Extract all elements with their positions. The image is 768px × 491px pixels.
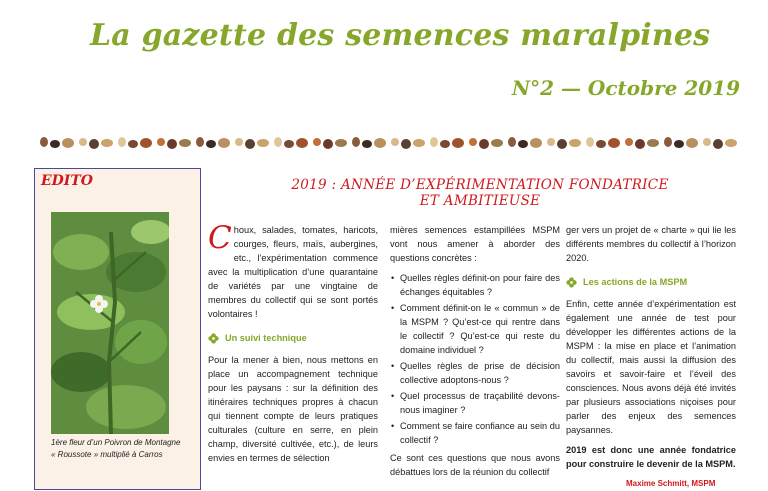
author-signature: Maxime Schmitt, MSPM	[626, 479, 716, 488]
questions-outro: Ce sont ces questions que nous avons débattues lors de la réunion du collectif	[390, 453, 560, 477]
seed-shape	[313, 138, 321, 146]
article-column-3	[566, 223, 736, 491]
flower-icon	[208, 333, 219, 344]
edito-title: EDITO	[41, 173, 93, 189]
actions-paragraph: Enfin, cette année d’expérimentation est également une année de test pour développer les différentes actions de la MSPM : la mise en place et l’animation du collectif, mais aussi la diffusion des savoirs et savoir-faire et l’éveil des consciences. Nous avons déjà été invités par plusieurs associations niçoises pour parler des enjeux des semences paysannes.	[566, 299, 736, 435]
flower-icon	[566, 277, 577, 288]
seed-border-decoration	[40, 135, 740, 151]
seed-shape	[686, 138, 698, 148]
seed-shape	[430, 137, 438, 147]
list-item: • Quel processus de traçabilité devons-nous imaginer ?	[400, 389, 560, 417]
seed-shape	[452, 138, 464, 148]
seed-shape	[323, 139, 333, 149]
seed-shape	[196, 137, 204, 147]
seed-shape	[40, 137, 48, 147]
seed-shape	[179, 139, 191, 147]
seed-shape	[218, 138, 230, 148]
seed-shape	[101, 139, 113, 147]
seed-shape	[352, 137, 360, 147]
subheading-technical-label: Un suivi technique	[225, 333, 307, 343]
intro-text: houx, salades, tomates, haricots, courges, fleurs, maïs, aubergines, etc., l’expérimentation commence avec la multiplication d’une quarantaine de variétés par une vingtaine de membres du collectif qui se sont portés volontaires !	[208, 225, 378, 319]
seed-shape	[62, 138, 74, 148]
seed-shape	[508, 137, 516, 147]
edito-box	[34, 168, 201, 490]
subheading-actions	[566, 275, 736, 289]
seed-shape	[401, 139, 411, 149]
seed-shape	[206, 140, 216, 148]
seed-shape	[518, 140, 528, 148]
article-title	[205, 177, 755, 209]
conclusion-paragraph: 2019 est donc une année fondatrice pour construire le devenir de la MSPM.	[566, 445, 736, 469]
intro-paragraph	[208, 220, 378, 321]
seed-shape	[157, 138, 165, 146]
seed-shape	[635, 139, 645, 149]
article-title-line1: 2019 : ANNÉE D’EXPÉRIMENTATION FONDATRICE	[291, 177, 669, 193]
subheading-actions-label: Les actions de la MSPM	[583, 277, 688, 287]
seed-shape	[391, 138, 399, 146]
subheading-technical	[208, 331, 378, 345]
seed-shape	[469, 138, 477, 146]
seed-shape	[362, 140, 372, 148]
list-item: • Comment se faire confiance au sein du collectif ?	[400, 419, 560, 447]
seed-shape	[647, 139, 659, 147]
seed-shape	[245, 139, 255, 149]
seed-shape	[284, 140, 294, 148]
seed-shape	[235, 138, 243, 146]
seed-shape	[479, 139, 489, 149]
seed-shape	[50, 140, 60, 148]
seed-shape	[79, 138, 87, 146]
seed-shape	[374, 138, 386, 148]
seed-shape	[413, 139, 425, 147]
pepper-plant-photo	[51, 212, 169, 434]
masthead	[0, 0, 768, 130]
seed-shape	[608, 138, 620, 148]
seed-shape	[586, 137, 594, 147]
seed-shape	[89, 139, 99, 149]
seed-shape	[703, 138, 711, 146]
seed-shape	[296, 138, 308, 148]
seed-shape	[713, 139, 723, 149]
gazette-title: La gazette des semences maralpines	[90, 18, 711, 53]
list-item: • Quelles règles de prise de décision collective adoptons-nous ?	[400, 359, 560, 387]
seed-shape	[140, 138, 152, 148]
seed-shape	[547, 138, 555, 146]
technical-paragraph: Pour la mener à bien, nous mettons en place un accompagnement technique pour les paysans : sur la définition des itinéraires techniques propres à chacun qui tiennent compte de leurs pratiques culturales (culture en serre, en plein champ, diversité cultivée, etc.), de leurs envies en termes de sélection	[208, 355, 378, 463]
article-column-2	[390, 223, 560, 485]
seed-shape	[664, 137, 672, 147]
photo-caption: 1ère fleur d’un Poivron de Montagne « Roussote » multiplié à Carros	[51, 438, 181, 459]
list-item: • Quelles règles définit-on pour faire des échanges équitables ?	[400, 271, 560, 299]
article-title-line2: ET AMBITIEUSE	[419, 193, 541, 209]
questions-list	[390, 271, 560, 447]
seed-shape	[625, 138, 633, 146]
seed-shape	[167, 139, 177, 149]
seed-shape	[335, 139, 347, 147]
article-column-1	[208, 220, 378, 471]
seed-shape	[257, 139, 269, 147]
seed-shape	[440, 140, 450, 148]
seed-shape	[274, 137, 282, 147]
seed-shape	[530, 138, 542, 148]
questions-intro: mières semences estampillées MSPM vont nous amener à aborder des questions concrètes :	[390, 225, 560, 263]
seed-shape	[128, 140, 138, 148]
seed-shape	[596, 140, 606, 148]
seed-shape	[118, 137, 126, 147]
drop-cap: C	[208, 220, 232, 256]
seed-shape	[674, 140, 684, 148]
issue-number: N°2 — Octobre 2019	[511, 76, 740, 100]
seed-shape	[725, 139, 737, 147]
seed-shape	[557, 139, 567, 149]
seed-shape	[569, 139, 581, 147]
seed-shape	[491, 139, 503, 147]
charter-paragraph: ger vers un projet de « charte » qui lie les différents membres du collectif à l’horizon 2020.	[566, 225, 736, 263]
list-item: • Comment définit-on le « commun » de la MSPM ? Qu’est-ce qui rentre dans le collectif ? Qu’est-ce qui reste du domaine individuel ?	[400, 301, 560, 357]
